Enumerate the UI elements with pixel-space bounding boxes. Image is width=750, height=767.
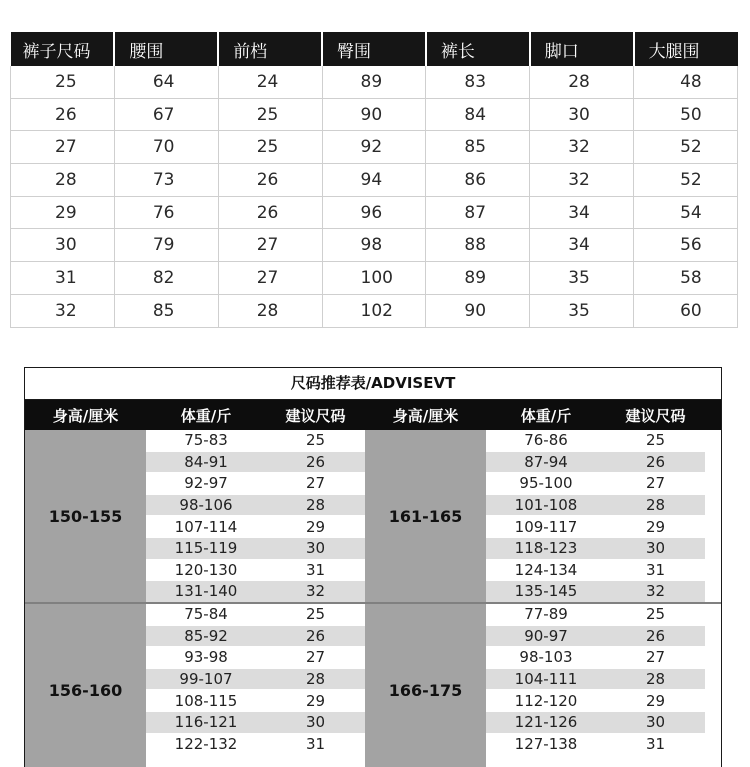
suggested-size-cell: 32 (606, 581, 705, 603)
size-table-cell: 26 (218, 164, 322, 197)
suggested-size-cell: 27 (266, 473, 365, 495)
suggested-size-cell: 26 (266, 452, 365, 474)
weight-range-cell: 109-117 (486, 516, 606, 538)
weight-range-cell: 90-97 (486, 626, 606, 648)
weight-range-cell: 77-89 (486, 604, 606, 626)
size-table-cell: 31 (11, 262, 115, 295)
size-table-row (11, 294, 738, 327)
recommendation-row (486, 604, 705, 626)
weight-range-cell: 112-120 (486, 690, 606, 712)
recommendation-row (486, 690, 705, 712)
weight-range-cell: 76-86 (486, 430, 606, 452)
suggested-size-cell: 30 (606, 712, 705, 734)
size-table-cell: 90 (322, 98, 426, 131)
recommendation-band (25, 430, 721, 603)
size-table-cell: 85 (114, 294, 218, 327)
recommendation-row (146, 538, 365, 560)
suggested-size-cell: 26 (606, 626, 705, 648)
suggested-size-cell: 28 (606, 495, 705, 517)
weight-range-cell: 98-103 (486, 647, 606, 669)
weight-range-cell: 92-97 (146, 473, 266, 495)
header-height-left: 身高/厘米 (52, 406, 119, 425)
size-table-cell: 64 (114, 66, 218, 98)
size-table-header-row (11, 32, 738, 66)
recommendation-row (486, 734, 705, 756)
size-table-cell: 35 (530, 262, 634, 295)
weight-range-cell: 85-92 (146, 626, 266, 648)
weight-range-cell: 75-84 (146, 604, 266, 626)
weight-range-cell: 95-100 (486, 473, 606, 495)
size-table-cell: 67 (114, 98, 218, 131)
height-range-cell: 161-165 (365, 430, 486, 603)
suggested-size-cell: 25 (266, 430, 365, 452)
size-table-cell: 83 (426, 66, 530, 98)
suggested-size-cell: 25 (606, 604, 705, 626)
recommendation-row (146, 604, 365, 626)
size-table-cell: 27 (11, 131, 115, 164)
recommendation-title: 尺码推荐表/ADVISEVT (25, 368, 721, 400)
size-table-cell: 79 (114, 229, 218, 262)
size-table-cell: 26 (11, 98, 115, 131)
size-table-row (11, 98, 738, 131)
suggested-size-cell: 27 (606, 647, 705, 669)
recommendation-row (146, 560, 365, 582)
size-table-cell: 85 (426, 131, 530, 164)
header-pants-length: 裤长 (426, 32, 530, 66)
weight-range-cell: 135-145 (486, 581, 606, 603)
size-table-cell: 29 (11, 196, 115, 229)
recommendation-row (146, 516, 365, 538)
size-table-cell: 35 (530, 294, 634, 327)
recommendation-band (25, 604, 721, 767)
size-table-cell: 94 (322, 164, 426, 197)
size-table-cell: 28 (530, 66, 634, 98)
recommendation-row (486, 473, 705, 495)
weight-size-rows (486, 430, 705, 603)
size-table-row (11, 229, 738, 262)
suggested-size-cell: 28 (606, 669, 705, 691)
size-table-row (11, 164, 738, 197)
size-table-cell: 100 (322, 262, 426, 295)
size-table-row (11, 196, 738, 229)
size-table-cell: 25 (11, 66, 115, 98)
recommendation-row (486, 647, 705, 669)
size-table-cell: 25 (218, 98, 322, 131)
size-table-cell: 25 (218, 131, 322, 164)
size-table-cell: 27 (218, 262, 322, 295)
recommendation-row (486, 430, 705, 452)
size-table-cell: 96 (322, 196, 426, 229)
recommendation-row (146, 690, 365, 712)
suggested-size-cell: 31 (606, 734, 705, 756)
recommendation-row (146, 626, 365, 648)
size-table-cell: 24 (218, 66, 322, 98)
size-table-cell: 56 (634, 229, 738, 262)
recommendation-row (486, 712, 705, 734)
size-table-cell: 70 (114, 131, 218, 164)
size-table-cell: 34 (530, 229, 634, 262)
size-table-cell: 98 (322, 229, 426, 262)
size-table-cell: 86 (426, 164, 530, 197)
size-table-cell: 28 (11, 164, 115, 197)
weight-range-cell: 116-121 (146, 712, 266, 734)
weight-range-cell: 115-119 (146, 538, 266, 560)
size-table-cell: 60 (634, 294, 738, 327)
size-table-cell: 28 (218, 294, 322, 327)
weight-range-cell: 101-108 (486, 495, 606, 517)
size-table-cell: 50 (634, 98, 738, 131)
height-range-cell: 166-175 (365, 604, 486, 767)
size-table-cell: 82 (114, 262, 218, 295)
size-table-cell: 54 (634, 196, 738, 229)
size-table-cell: 52 (634, 164, 738, 197)
size-measurement-table (10, 32, 738, 328)
weight-range-cell: 131-140 (146, 581, 266, 603)
suggested-size-cell: 26 (266, 626, 365, 648)
size-table-cell: 89 (322, 66, 426, 98)
suggested-size-cell: 27 (606, 473, 705, 495)
suggested-size-cell: 29 (266, 516, 365, 538)
recommendation-row (486, 626, 705, 648)
suggested-size-cell: 29 (606, 516, 705, 538)
suggested-size-cell: 26 (606, 452, 705, 474)
size-table-cell: 90 (426, 294, 530, 327)
header-weight-left: 体重/斤 (180, 406, 232, 425)
size-table-cell: 32 (530, 164, 634, 197)
weight-range-cell: 93-98 (146, 647, 266, 669)
header-front-rise: 前档 (218, 32, 322, 66)
height-range-cell: 150-155 (25, 430, 146, 603)
suggested-size-cell: 30 (606, 538, 705, 560)
weight-size-rows (146, 430, 365, 603)
weight-range-cell: 122-132 (146, 734, 266, 756)
header-leg-opening: 脚口 (530, 32, 634, 66)
recommendation-row (146, 473, 365, 495)
suggested-size-cell: 28 (266, 495, 365, 517)
suggested-size-cell: 32 (266, 581, 365, 603)
header-hip: 臀围 (322, 32, 426, 66)
size-table-row (11, 66, 738, 98)
size-table-cell: 34 (530, 196, 634, 229)
recommendation-row (486, 669, 705, 691)
recommendation-row (486, 538, 705, 560)
size-table-cell: 26 (218, 196, 322, 229)
size-recommendation-table (24, 367, 722, 767)
size-table-row (11, 131, 738, 164)
recommendation-row (146, 647, 365, 669)
suggested-size-cell: 30 (266, 538, 365, 560)
size-table-cell: 48 (634, 66, 738, 98)
recommendation-row (486, 516, 705, 538)
band-divider (25, 602, 721, 604)
recommendation-row (146, 495, 365, 517)
suggested-size-cell: 27 (266, 647, 365, 669)
suggested-size-cell: 29 (266, 690, 365, 712)
weight-size-rows (486, 604, 705, 755)
size-table-cell: 32 (11, 294, 115, 327)
size-table-cell: 73 (114, 164, 218, 197)
weight-range-cell: 99-107 (146, 669, 266, 691)
recommendation-row (486, 581, 705, 603)
weight-range-cell: 118-123 (486, 538, 606, 560)
size-table-cell: 32 (530, 131, 634, 164)
weight-range-cell: 98-106 (146, 495, 266, 517)
weight-range-cell: 121-126 (486, 712, 606, 734)
header-pants-size: 裤子尺码 (11, 32, 115, 66)
weight-range-cell: 104-111 (486, 669, 606, 691)
header-weight-right: 体重/斤 (520, 406, 572, 425)
weight-range-cell: 124-134 (486, 560, 606, 582)
weight-range-cell: 120-130 (146, 560, 266, 582)
recommendation-header-row (25, 400, 721, 430)
recommendation-row (486, 560, 705, 582)
size-table-cell: 30 (530, 98, 634, 131)
suggested-size-cell: 29 (606, 690, 705, 712)
recommendation-row (486, 452, 705, 474)
size-table-cell: 87 (426, 196, 530, 229)
size-table-row (11, 262, 738, 295)
header-waist: 腰围 (114, 32, 218, 66)
size-table-cell: 89 (426, 262, 530, 295)
recommendation-row (146, 430, 365, 452)
suggested-size-cell: 30 (266, 712, 365, 734)
weight-range-cell: 108-115 (146, 690, 266, 712)
weight-range-cell: 107-114 (146, 516, 266, 538)
size-table-cell: 27 (218, 229, 322, 262)
height-range-cell: 156-160 (25, 604, 146, 767)
suggested-size-cell: 31 (266, 734, 365, 756)
recommendation-row (146, 712, 365, 734)
recommendation-row (146, 669, 365, 691)
weight-range-cell: 127-138 (486, 734, 606, 756)
size-table-cell: 76 (114, 196, 218, 229)
recommendation-row (486, 495, 705, 517)
header-height-right: 身高/厘米 (392, 406, 459, 425)
header-thigh: 大腿围 (634, 32, 738, 66)
suggested-size-cell: 25 (606, 430, 705, 452)
suggested-size-cell: 31 (606, 560, 705, 582)
suggested-size-cell: 31 (266, 560, 365, 582)
size-table-cell: 88 (426, 229, 530, 262)
weight-size-rows (146, 604, 365, 755)
recommendation-row (146, 452, 365, 474)
size-table-cell: 84 (426, 98, 530, 131)
size-table-cell: 92 (322, 131, 426, 164)
suggested-size-cell: 25 (266, 604, 365, 626)
header-size-left: 建议尺码 (285, 406, 346, 425)
suggested-size-cell: 28 (266, 669, 365, 691)
size-table-cell: 30 (11, 229, 115, 262)
weight-range-cell: 87-94 (486, 452, 606, 474)
size-table-cell: 58 (634, 262, 738, 295)
weight-range-cell: 84-91 (146, 452, 266, 474)
weight-range-cell: 75-83 (146, 430, 266, 452)
recommendation-row (146, 581, 365, 603)
size-table-cell: 102 (322, 294, 426, 327)
recommendation-row (146, 734, 365, 756)
header-size-right: 建议尺码 (625, 406, 686, 425)
size-table-cell: 52 (634, 131, 738, 164)
